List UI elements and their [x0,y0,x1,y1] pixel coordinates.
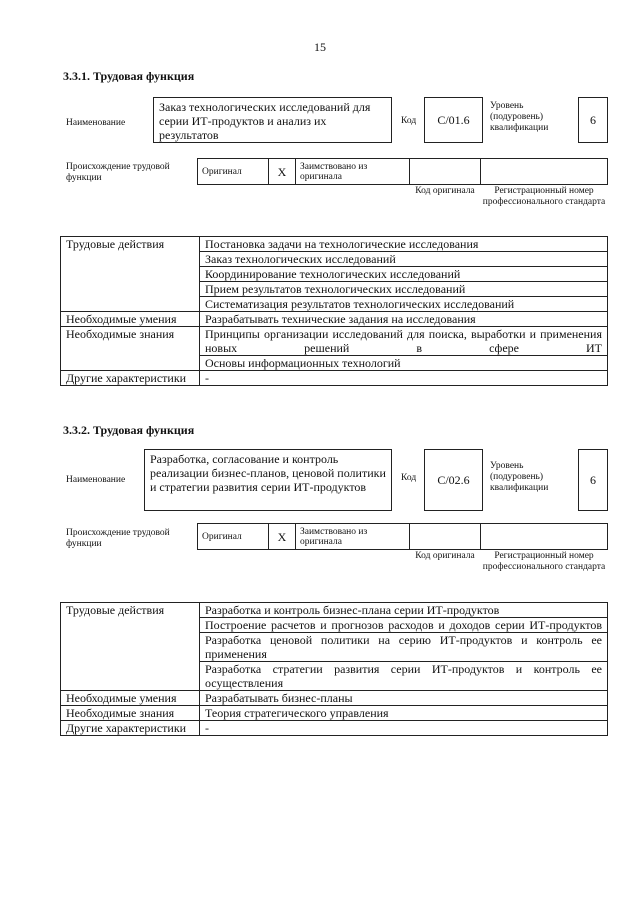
table-row [61,603,608,618]
table-row [61,691,608,706]
table-row [61,312,608,327]
code-label: Код [401,116,417,126]
list-item: Постановка задачи на технологические исследования [200,237,608,252]
list-item: Разработка и контроль бизнес-плана серии ИТ-продуктов [200,603,608,618]
reg-number-caption: Регистрационный номер профессионального стандарта [482,186,606,207]
name-label: Наименование [66,118,126,128]
level-value: 6 [578,449,608,511]
level-label: Уровень (подуровень) квалификации [490,101,549,133]
orig-code-caption: Код оригинала [415,551,475,561]
table-row [61,706,608,721]
origin-label: Происхождение трудовой функции [66,528,170,549]
table-row [61,237,608,252]
original-mark: X [269,159,296,185]
origin-label: Происхождение трудовой функции [66,162,170,183]
original-cell: Оригинал [198,524,269,550]
orig-code-cell [410,524,481,550]
row-label: Трудовые действия [61,603,200,691]
list-item: Разработка стратегии развития серии ИТ-продуктов и контроль ее осуществления [200,662,608,691]
activities-table [60,602,608,736]
row-label: Необходимые знания [61,327,200,371]
function-name: Заказ технологических исследований для серии ИТ-продуктов и анализ их результатов [153,97,392,143]
origin-table [197,158,608,185]
reg-number-cell [481,159,608,185]
page-number: 15 [314,40,326,54]
section-title: 3.3.1. Трудовая функция [63,69,195,83]
origin-table [197,523,608,550]
orig-code-cell [410,159,481,185]
reg-number-cell [481,524,608,550]
function-code: C/01.6 [424,97,483,143]
borrowed-cell: Заимствовано из оригинала [296,159,410,185]
original-mark: X [269,524,296,550]
list-item: Разрабатывать технические задания на исследования [200,312,608,327]
list-item: Заказ технологических исследований [200,252,608,267]
row-label: Другие характеристики [61,371,200,386]
name-label: Наименование [66,475,126,485]
list-item: - [200,721,608,736]
list-item: - [200,371,608,386]
table-row [61,371,608,386]
row-label: Необходимые умения [61,691,200,706]
row-label: Другие характеристики [61,721,200,736]
list-item: Разработка ценовой политики на серию ИТ-продуктов и контроль ее применения [200,633,608,662]
activities-table [60,236,608,386]
level-label: Уровень (подуровень) квалификации [490,461,549,493]
table-row [61,721,608,736]
function-code: C/02.6 [424,449,483,511]
list-item: Систематизация результатов технологических исследований [200,297,608,312]
list-item: Построение расчетов и прогнозов расходов и доходов серии ИТ-продуктов [200,618,608,633]
list-item: Координирование технологических исследований [200,267,608,282]
level-value: 6 [578,97,608,143]
table-row [61,327,608,356]
section-title: 3.3.2. Трудовая функция [63,423,195,437]
list-item: Основы информационных технологий [200,356,608,371]
function-name: Разработка, согласование и контроль реализации бизнес-планов, ценовой политики и стратегии развития серии ИТ-продуктов [144,449,392,511]
code-label: Код [401,473,417,483]
list-item: Теория стратегического управления [200,706,608,721]
row-label: Необходимые умения [61,312,200,327]
orig-code-caption: Код оригинала [415,186,475,196]
list-item: Принципы организации исследований для поиска, выработки и применения новых решений в сфере ИТ [200,327,608,356]
list-item: Разрабатывать бизнес-планы [200,691,608,706]
row-label: Трудовые действия [61,237,200,312]
list-item: Прием результатов технологических исследований [200,282,608,297]
reg-number-caption: Регистрационный номер профессионального стандарта [482,551,606,572]
original-cell: Оригинал [198,159,269,185]
borrowed-cell: Заимствовано из оригинала [296,524,410,550]
row-label: Необходимые знания [61,706,200,721]
